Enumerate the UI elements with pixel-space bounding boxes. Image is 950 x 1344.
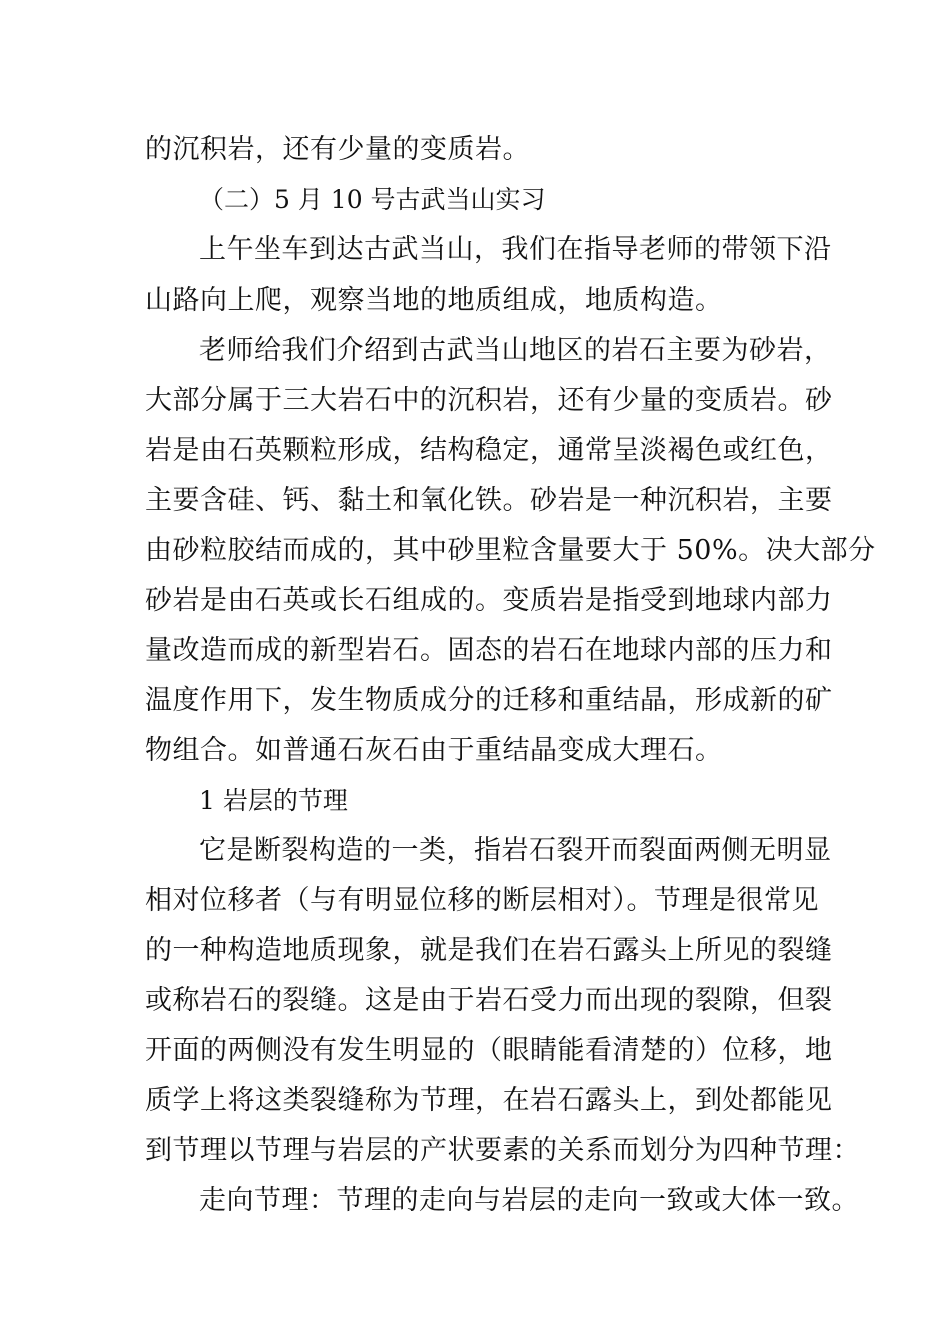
- text-line-4: 山路向上爬，观察当地的地质组成，地质构造。: [145, 285, 723, 316]
- text-line-10: 砂岩是由石英或长石组成的。变质岩是指受到地球内部力: [145, 585, 833, 616]
- subsection-heading: 1 岩层的节理: [199, 786, 348, 815]
- text-line-5: 老师给我们介绍到古武当山地区的岩石主要为砂岩，: [199, 335, 832, 366]
- text-line-21: 到节理以节理与岩层的产状要素的关系而划分为四种节理：: [145, 1135, 860, 1166]
- text-line-13: 物组合。如普通石灰石由于重结晶变成大理石。: [145, 735, 723, 766]
- text-line-17: 的一种构造地质现象，就是我们在岩石露头上所见的裂缝: [145, 935, 833, 966]
- text-line-6: 大部分属于三大岩石中的沉积岩，还有少量的变质岩。砂: [145, 385, 833, 416]
- text-line-22: 走向节理：节理的走向与岩层的走向一致或大体一致。: [199, 1185, 859, 1216]
- text-line-15: 它是断裂构造的一类，指岩石裂开而裂面两侧无明显: [199, 835, 832, 866]
- text-line-18: 或称岩石的裂缝。这是由于岩石受力而出现的裂隙，但裂: [145, 985, 833, 1016]
- text-line-11: 量改造而成的新型岩石。固态的岩石在地球内部的压力和: [145, 635, 833, 666]
- text-line-16: 相对位移者（与有明显位移的断层相对）。节理是很常见: [145, 885, 819, 916]
- text-line-9: 由砂粒胶结而成的，其中砂里粒含量要大于 50%。决大部分: [145, 535, 876, 566]
- text-line-20: 质学上将这类裂缝称为节理，在岩石露头上，到处都能见: [145, 1085, 833, 1116]
- text-line-7: 岩是由石英颗粒形成，结构稳定，通常呈淡褐色或红色，: [145, 435, 833, 466]
- text-line-3: 上午坐车到达古武当山，我们在指导老师的带领下沿: [199, 234, 832, 265]
- text-line-1: 的沉积岩，还有少量的变质岩。: [145, 134, 530, 165]
- text-line-12: 温度作用下，发生物质成分的迁移和重结晶，形成新的矿: [145, 685, 833, 716]
- text-line-19: 开面的两侧没有发生明显的（眼睛能看清楚的）位移，地: [145, 1035, 833, 1066]
- section-heading: （二）5 月 10 号古武当山实习: [199, 185, 546, 214]
- text-line-8: 主要含硅、钙、黏土和氧化铁。砂岩是一种沉积岩，主要: [145, 485, 833, 516]
